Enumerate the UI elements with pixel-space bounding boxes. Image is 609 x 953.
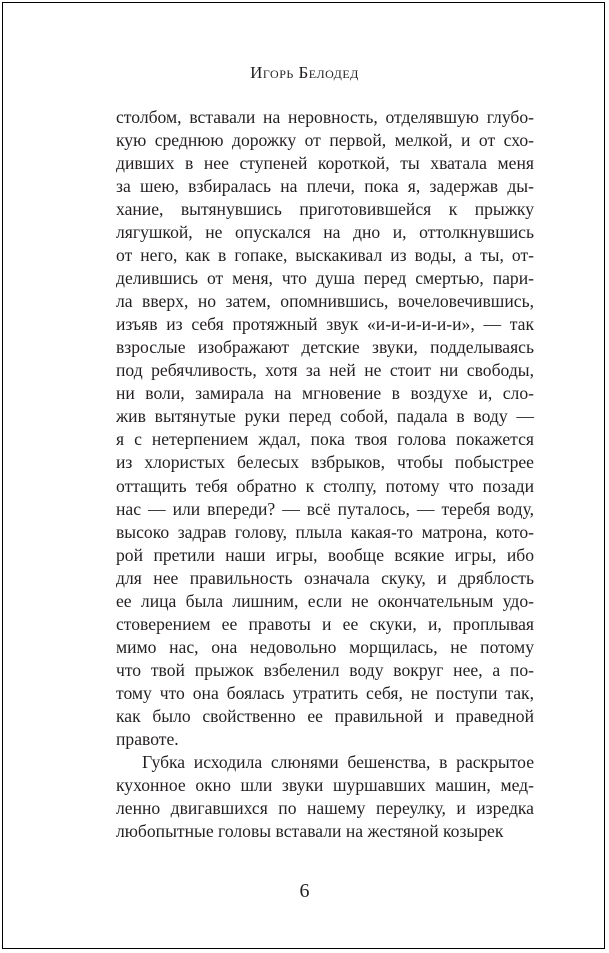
text-line: что твой прыжок взбеленил воду вокруг нее, а по- (116, 659, 534, 680)
text-line: кухонное окно шли звуки шуршавших машин, мед- (116, 774, 534, 795)
body-text (116, 106, 534, 843)
paragraph (116, 106, 534, 751)
text-line: из хлористых белесых взбрыков, чтобы побыстрее (116, 452, 534, 473)
text-line: рой претили наши игры, вообще всякие игры, ибо (116, 544, 534, 565)
text-line: ни воли, замирала на мгновение в воздухе и, сло- (116, 383, 534, 404)
text-line: ла вверх, но затем, опомнившись, вочеловечившись, (116, 291, 534, 312)
text-line: правоте. (116, 728, 179, 749)
text-line: оттащить тебя обратно к столпу, потому что позади (116, 475, 534, 496)
text-line: взрослые изображают детские звуки, подделываясь (116, 337, 534, 358)
text-line: высоко задрав голову, плыла какая-то матрона, кото- (116, 521, 534, 542)
text-line: тому что она боялась утратить себя, не поступи так, (116, 682, 534, 703)
text-line: для нее правильность означала скуку, и дряблость (116, 567, 534, 588)
text-line: кую среднюю дорожку от первой, мелкой, и от схо- (116, 130, 534, 151)
text-line: ленно двигавшихся по нашему переулку, и изредка (116, 797, 534, 818)
text-line: мимо нас, она недовольно морщилась, не потому (116, 636, 534, 657)
text-line: я с нетерпением ждал, пока твоя голова покажется (116, 429, 534, 450)
text-line: Губка исходила слюнями бешенства, в раскрытое (142, 751, 534, 772)
text-line: как было свойственно ее правильной и праведной (116, 705, 534, 726)
text-line: делившись от меня, что душа перед смертью, пари- (116, 268, 534, 289)
text-line: лягушкой, не опускался на дно и, оттолкнувшись (116, 222, 534, 243)
text-line: за шею, взбиралась на плечи, пока я, задержав ды- (116, 176, 534, 197)
text-line: любопытные головы вставали на жестяной козырек (116, 820, 504, 841)
text-line: жив вытянутые руки перед собой, падала в воду — (116, 406, 534, 427)
text-line: от него, как в гопаке, выскакивал из воды, а ты, от- (116, 245, 534, 266)
text-line: изъяв из себя протяжный звук «и-и-и-и-и-и», — так (116, 314, 534, 335)
text-line: хание, вытянувшись приготовившейся к прыжку (116, 199, 534, 220)
running-header-author: Игорь Белодед (250, 63, 359, 82)
text-line: столбом, вставали на неровность, отделявшую глубо- (116, 107, 534, 127)
text-line: дивших в нее ступеней короткой, ты хватала меня (116, 153, 534, 174)
text-line: под ребячливость, хотя за ней не стоит ни свободы, (116, 360, 534, 381)
text-line: ее лица была лишним, если не окончательным удо- (116, 590, 534, 611)
page-number: 6 (299, 880, 310, 902)
text-line: нас — или впереди? — всё путалось, — теребя воду, (116, 498, 534, 519)
paragraph (116, 751, 534, 843)
text-line: стоверением ее правоты и ее скуки, и, проплывая (116, 613, 534, 634)
